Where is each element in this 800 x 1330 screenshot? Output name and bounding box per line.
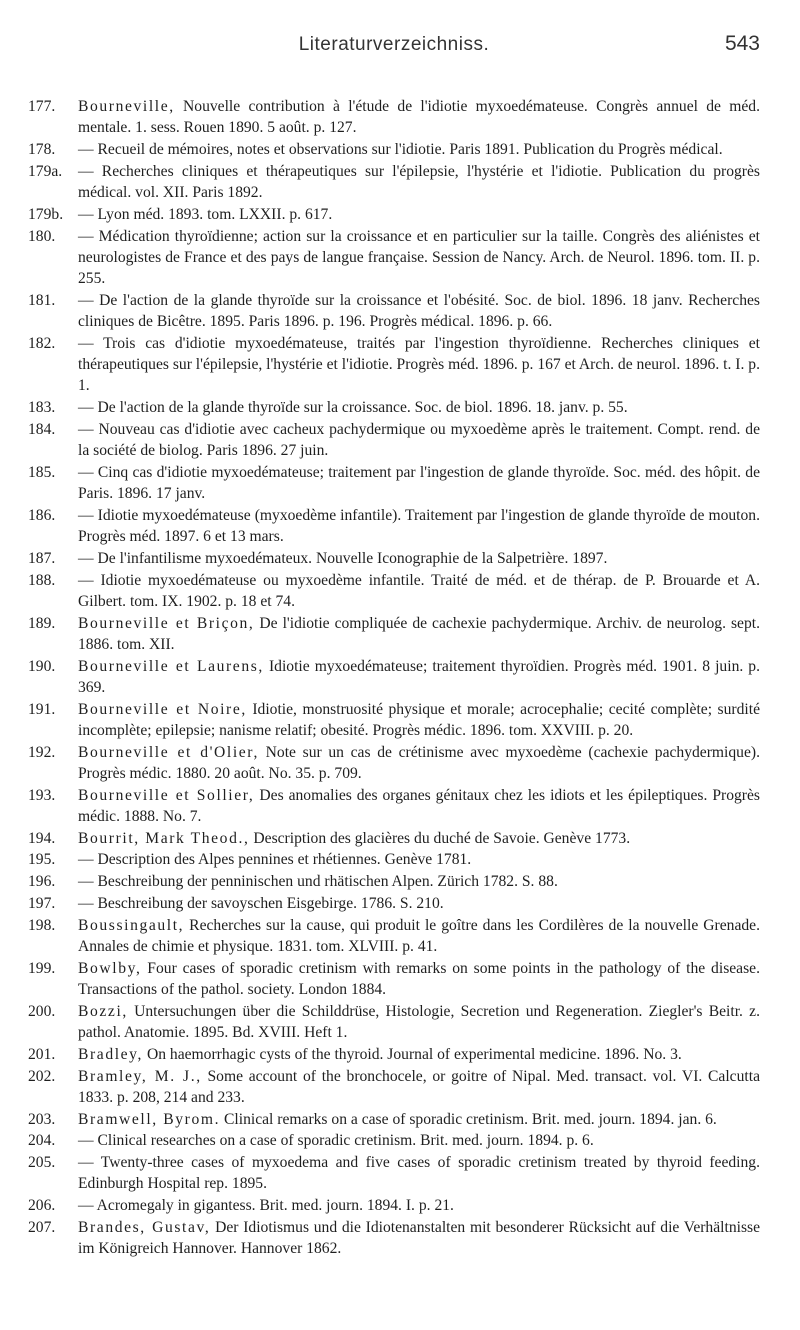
page-number: 543 bbox=[724, 32, 760, 55]
entry-citation: — Recueil de mémoires, notes et observations sur l'idiotie. Paris 1891. Publication du Progrès médical. bbox=[78, 141, 723, 158]
entry-citation: — Twenty-three cases of myxoedema and five cases of sporadic cretinism treated by thyroid feeding. Edinburgh Hospital rep. 1895. bbox=[78, 1154, 760, 1193]
bibliography-entry bbox=[28, 1001, 760, 1043]
entry-number: 205. bbox=[28, 1154, 56, 1172]
entry-author: Bourneville et Sollier, bbox=[78, 786, 255, 804]
bibliography-entry bbox=[28, 333, 760, 397]
entry-text bbox=[78, 828, 760, 849]
bibliography-entry bbox=[28, 849, 760, 870]
entry-author: Boussingault, bbox=[78, 916, 185, 934]
entry-text bbox=[78, 161, 760, 203]
entry-text bbox=[78, 419, 760, 461]
entry-text bbox=[78, 656, 760, 698]
entry-author: Brandes, Gustav, bbox=[78, 1218, 211, 1236]
entry-citation: De l'idiotie compliquée de cachexie pachydermique. Archiv. de neurolog. sept. 1886. tom. XII. bbox=[78, 614, 760, 653]
entry-text bbox=[78, 1152, 760, 1194]
entry-citation: Idiotie myxoedémateuse; traitement thyroïdien. Progrès méd. 1901. 8 juin. p. 369. bbox=[78, 657, 761, 696]
entry-text bbox=[78, 742, 760, 784]
entry-number: 182. bbox=[28, 334, 56, 352]
bibliography-entry bbox=[28, 226, 760, 290]
entry-text bbox=[78, 871, 760, 892]
entry-text bbox=[78, 1217, 760, 1259]
entry-text bbox=[78, 397, 760, 418]
entry-text bbox=[78, 893, 760, 914]
entry-citation: — De l'action de la glande thyroïde sur la croissance et l'obésité. Soc. de biol. 1896. 18 janv. Recherches cliniques de Bicêtre. 1895. Paris 1896. p. 196. Progrès médical. 1896. p. 66. bbox=[78, 291, 760, 330]
entry-number: 178. bbox=[28, 141, 56, 158]
bibliography-entry bbox=[28, 1152, 760, 1194]
entry-number: 177. bbox=[28, 98, 56, 115]
entry-number: 195. bbox=[28, 851, 56, 869]
entry-number: 199. bbox=[28, 959, 56, 977]
bibliography-entry bbox=[28, 958, 760, 1000]
entry-number: 185. bbox=[28, 463, 56, 481]
entry-number: 179a. bbox=[28, 162, 63, 180]
entry-number: 203. bbox=[28, 1110, 56, 1128]
entry-citation: — Cinq cas d'idiotie myxoedémateuse; traitement par l'ingestion de glande thyroïde. Soc. méd. des hôpit. de Paris. 1896. 17 janv. bbox=[78, 463, 760, 502]
entry-text bbox=[78, 849, 760, 870]
entry-author: Bourneville et d'Olier, bbox=[78, 743, 259, 761]
entry-text bbox=[78, 785, 760, 827]
bibliography-entry bbox=[28, 204, 760, 225]
entry-number: 189. bbox=[28, 614, 56, 632]
entry-number: 207. bbox=[28, 1218, 56, 1236]
running-title: Literaturverzeichniss. bbox=[298, 34, 490, 55]
entry-number: 197. bbox=[28, 894, 56, 912]
entry-text bbox=[78, 1001, 760, 1043]
entry-author: Bourneville et Noire, bbox=[78, 700, 247, 718]
entry-citation: Clinical remarks on a case of sporadic cretinism. Brit. med. journ. 1894. jan. 6. bbox=[220, 1110, 717, 1128]
entry-number: 186. bbox=[28, 506, 56, 524]
entry-author: Bozzi, bbox=[78, 1002, 128, 1020]
bibliography-entry bbox=[28, 699, 760, 741]
entry-number: 206. bbox=[28, 1197, 56, 1215]
entry-text bbox=[78, 333, 760, 397]
entry-text bbox=[78, 699, 760, 741]
bibliography-entry bbox=[28, 96, 760, 138]
entry-citation: Four cases of sporadic cretinism with remarks on some points in the pathology of the disease. Transactions of the pathol. society. London 1884. bbox=[78, 959, 760, 998]
entry-citation: Nouvelle contribution à l'étude de l'idiotie myxoedémateuse. Congrès annuel de méd. mentale. 1. sess. Rouen 1890. 5 août. p. 127. bbox=[78, 98, 760, 137]
entry-text bbox=[78, 613, 760, 655]
bibliography-entry bbox=[28, 290, 760, 332]
entry-citation: — Beschreibung der penninischen und rhätischen Alpen. Zürich 1782. S. 88. bbox=[78, 873, 558, 891]
entry-citation: On haemorrhagic cysts of the thyroid. Journal of experimental medicine. 1896. No. 3. bbox=[143, 1045, 682, 1063]
entry-text bbox=[78, 505, 760, 547]
bibliography-entry bbox=[28, 1066, 760, 1108]
bibliography-entry bbox=[28, 1130, 760, 1151]
entry-number: 190. bbox=[28, 657, 56, 675]
entry-text bbox=[78, 226, 760, 290]
entry-text bbox=[78, 1066, 760, 1108]
entry-number: 193. bbox=[28, 786, 56, 804]
entry-text bbox=[78, 139, 760, 160]
bibliography-entry bbox=[28, 1044, 760, 1065]
bibliography-entry bbox=[28, 1217, 760, 1259]
entry-number: 194. bbox=[28, 829, 56, 847]
entry-number: 202. bbox=[28, 1067, 56, 1085]
bibliography-entry bbox=[28, 139, 760, 160]
page-header bbox=[28, 34, 760, 74]
bibliography-entry bbox=[28, 548, 760, 569]
entry-citation: Description des glacières du duché de Savoie. Genève 1773. bbox=[249, 829, 631, 847]
bibliography-entry bbox=[28, 742, 760, 784]
entry-text bbox=[78, 915, 760, 957]
bibliography-entry bbox=[28, 397, 760, 418]
entry-citation: — Idiotie myxoedémateuse ou myxoedème infantile. Traité de méd. et de thérap. de P. Brouarde et A. Gilbert. tom. IX. 1902. p. 18 et 74. bbox=[78, 571, 760, 610]
bibliography-entry bbox=[28, 505, 760, 547]
bibliography-list bbox=[28, 96, 760, 1259]
entry-text bbox=[78, 462, 760, 504]
entry-citation: Untersuchungen über die Schilddrüse, Histologie, Secretion und Regeneration. Ziegler's Beitr. z. pathol. Anatomie. 1895. Bd. XVIII. Heft 1. bbox=[78, 1002, 760, 1041]
entry-citation: — De l'infantilisme myxoedémateux. Nouvelle Iconographie de la Salpetrière. 1897. bbox=[78, 549, 608, 567]
entry-citation: — Médication thyroïdienne; action sur la croissance et en particulier sur la taille. Congrès des aliénistes et neurologistes de France et des pays de langue française. Session de Nancy. Arch. de Neurol. 1896. tom. II. p. 255. bbox=[78, 227, 760, 287]
entry-number: 187. bbox=[28, 549, 56, 567]
entry-number: 191. bbox=[28, 700, 56, 718]
entry-text bbox=[78, 548, 760, 569]
entry-citation: — Acromegaly in gigantess. Brit. med. journ. 1894. I. p. 21. bbox=[78, 1197, 454, 1215]
bibliography-entry bbox=[28, 613, 760, 655]
entry-citation: Note sur un cas de crétinisme avec myxoedème (cachexie pachydermique). Progrès médic. 1880. 20 août. No. 35. p. 709. bbox=[78, 743, 760, 782]
entry-author: Bourrit, Mark Theod., bbox=[78, 829, 250, 847]
bibliography-entry bbox=[28, 1109, 760, 1130]
entry-author: Bourneville et Laurens, bbox=[78, 657, 264, 675]
bibliography-entry bbox=[28, 871, 760, 892]
entry-citation: — Recherches cliniques et thérapeutiques sur l'épilepsie, l'hystérie et l'idiotie. Publication du progrès médical. vol. XII. Paris 1892. bbox=[78, 162, 760, 201]
entry-citation: — Beschreibung der savoyschen Eisgebirge. 1786. S. 210. bbox=[78, 894, 444, 912]
entry-citation: — Nouveau cas d'idiotie avec cacheux pachydermique ou myxoedème après le traitement. Compt. rend. de la société de biolog. Paris 1896. 27 juin. bbox=[78, 420, 760, 459]
entry-citation: Der Idiotismus und die Idiotenanstalten mit besonderer Rücksicht auf die Verhältnisse im Königreich Hannover. Hannover 1862. bbox=[78, 1218, 761, 1258]
entry-author: Bowlby, bbox=[78, 959, 142, 977]
entry-number: 180. bbox=[28, 227, 56, 245]
entry-citation: Recherches sur la cause, qui produit le goître dans les Cordilères de la nouvelle Grenade. Annales de chimie et physique. 1831. tom. XLVIII. p. 41. bbox=[78, 916, 760, 955]
entry-citation: Some account of the bronchocele, or goitre of Nipal. Med. transact. vol. VI. Calcutta 1833. p. 208, 214 and 233. bbox=[78, 1067, 760, 1106]
bibliography-entry bbox=[28, 785, 760, 827]
bibliography-entry bbox=[28, 893, 760, 914]
entry-number: 188. bbox=[28, 571, 56, 589]
entry-text bbox=[78, 1195, 760, 1216]
entry-number: 200. bbox=[28, 1002, 56, 1020]
entry-number: 183. bbox=[28, 399, 56, 416]
entry-number: 204. bbox=[28, 1132, 56, 1150]
bibliography-entry bbox=[28, 570, 760, 612]
entry-citation: — De l'action de la glande thyroïde sur la croissance. Soc. de biol. 1896. 18. janv. p. 55. bbox=[78, 399, 628, 416]
bibliography-entry bbox=[28, 419, 760, 461]
entry-text bbox=[78, 1044, 760, 1065]
bibliography-entry bbox=[28, 828, 760, 849]
bibliography-entry bbox=[28, 1195, 760, 1216]
entry-author: Bramwell, Byrom. bbox=[78, 1110, 221, 1128]
entry-citation: Idiotie, monstruosité physique et morale; acrocephalie; cecité complète; surdité incomplète; epilepsie; nanisme relatif; obesité. Progrès médic. 1896. tom. XXVIII. p. 20. bbox=[78, 700, 760, 739]
entry-citation: — Lyon méd. 1893. tom. LXXII. p. 617. bbox=[78, 205, 333, 223]
entry-number: 196. bbox=[28, 873, 56, 891]
entry-number: 192. bbox=[28, 743, 56, 761]
entry-text bbox=[78, 204, 760, 225]
bibliography-entry bbox=[28, 161, 760, 203]
bibliography-entry bbox=[28, 915, 760, 957]
entry-number: 181. bbox=[28, 291, 56, 309]
bibliography-entry bbox=[28, 462, 760, 504]
entry-number: 179b. bbox=[28, 205, 64, 223]
entry-author: Bradley, bbox=[78, 1045, 144, 1063]
entry-citation: Des anomalies des organes génitaux chez les idiots et les épileptiques. Progrès médic. 1888. No. 7. bbox=[78, 786, 760, 825]
entry-author: Bourneville et Briçon, bbox=[78, 614, 255, 632]
entry-citation: — Description des Alpes pennines et rhétiennes. Genève 1781. bbox=[78, 851, 472, 869]
bibliography-entry bbox=[28, 656, 760, 698]
entry-citation: — Trois cas d'idiotie myxoedémateuse, traités par l'ingestion thyroïdienne. Recherches cliniques et thérapeutiques sur l'épilepsie, l'hystérie et l'idiotie. Progrès méd. 1896. p. 167 et Arch. de neurol. 1896. t. I. p. 1. bbox=[78, 334, 760, 395]
entry-text bbox=[78, 96, 760, 138]
entry-citation: — Clinical researches on a case of sporadic cretinism. Brit. med. journ. 1894. p. 6. bbox=[78, 1132, 594, 1150]
entry-text bbox=[78, 958, 760, 1000]
entry-text bbox=[78, 570, 760, 612]
entry-citation: — Idiotie myxoedémateuse (myxoedème infantile). Traitement par l'ingestion de glande thyroïde de mouton. Progrès méd. 1897. 6 et 13 mars. bbox=[78, 506, 760, 545]
entry-number: 184. bbox=[28, 420, 56, 438]
entry-author: Bramley, M. J., bbox=[78, 1067, 202, 1085]
entry-text bbox=[78, 1130, 760, 1151]
entry-text bbox=[78, 1109, 760, 1130]
entry-author: Bourneville, bbox=[78, 98, 175, 115]
entry-text bbox=[78, 290, 760, 332]
entry-number: 198. bbox=[28, 916, 56, 934]
entry-number: 201. bbox=[28, 1045, 56, 1063]
